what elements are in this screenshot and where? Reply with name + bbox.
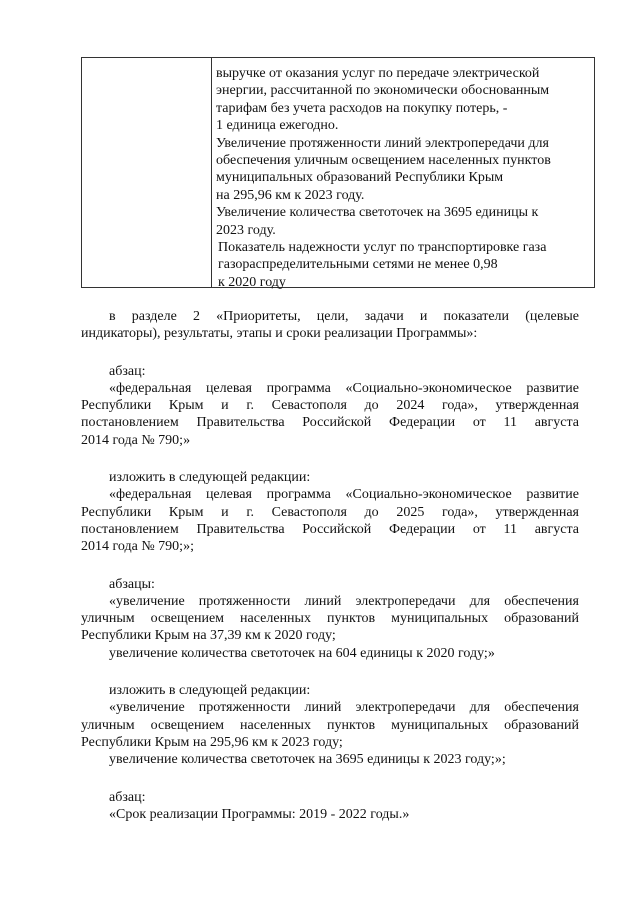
quoted-line: увеличение количества светоточек на 604 единицы к 2020 году;» (109, 645, 495, 661)
section-intro-line: в разделе 2 «Приоритеты, цели, задачи и показатели (целевые (109, 309, 579, 324)
section-intro-line: индикаторы), результаты, этапы и сроки реализации Программы»: (81, 326, 478, 342)
table-left-cell (82, 58, 212, 287)
table-line: 2023 году. (216, 222, 276, 238)
quoted-line: Республики Крым на 37,39 км к 2020 году; (81, 628, 336, 644)
table-line: Увеличение протяженности линий электропередачи для (216, 135, 549, 151)
table-line: тарифам без учета расходов на покупку потерь, - (216, 100, 508, 116)
paragraph-label: абзац: (109, 363, 146, 379)
quoted-line: уличным освещением населенных пунктов муниципальных образований (81, 717, 579, 733)
quoted-line: Республики Крым на 295,96 км к 2023 году; (81, 734, 343, 750)
table-line: муниципальных образований Республики Крым (216, 170, 504, 186)
document-body (81, 308, 579, 823)
table-right-cell (212, 58, 594, 290)
table-line: энергии, рассчитанной по экономически обоснованным (216, 83, 550, 99)
quoted-line: 2014 года № 790;»; (81, 539, 194, 555)
quoted-line: 2014 года № 790;» (81, 432, 191, 448)
quoted-line: «увеличение протяженности линий электропередачи для обеспечения (109, 593, 579, 609)
quoted-line: увеличение количества светоточек на 3695 единицы к 2023 году;»; (109, 752, 506, 768)
paragraph-label: изложить в следующей редакции: (109, 470, 311, 486)
table-line: обеспечения уличным освещением населенных пунктов (216, 153, 551, 169)
quoted-line: Республики Крым и г. Севастополя до 2024 года», утвержденная (81, 398, 579, 414)
table-line: Показатель надежности услуг по транспортировке газа (218, 240, 547, 256)
table-line: газораспределительными сетями не менее 0,98 (218, 257, 498, 273)
quoted-line: «увеличение протяженности линий электропередачи для обеспечения (109, 700, 579, 716)
table-line: выручке от оказания услуг по передаче электрической (216, 66, 540, 81)
quoted-line: «федеральная целевая программа «Социально-экономическое развитие (109, 380, 579, 396)
paragraph-label: изложить в следующей редакции: (109, 683, 311, 699)
quoted-line: постановлением Правительства Российской Федерации от 11 августа (81, 415, 579, 431)
table-line: Увеличение количества светоточек на 3695 единицы к (216, 205, 539, 221)
paragraph-label: абзац: (109, 789, 146, 805)
table-line: 1 единица ежегодно. (216, 118, 339, 134)
quoted-line: «федеральная целевая программа «Социально-экономическое развитие (109, 487, 579, 503)
table-line: на 295,96 км к 2023 году. (216, 187, 365, 203)
quoted-line: «Срок реализации Программы: 2019 - 2022 годы.» (109, 806, 410, 822)
table-line: к 2020 году (218, 274, 286, 290)
quoted-line: уличным освещением населенных пунктов муниципальных образований (81, 611, 579, 627)
quoted-line: постановлением Правительства Российской Федерации от 11 августа (81, 521, 579, 537)
paragraph-label: абзацы: (109, 576, 155, 592)
indicator-table (81, 57, 595, 288)
quoted-line: Республики Крым и г. Севастополя до 2025 года», утвержденная (81, 504, 579, 520)
